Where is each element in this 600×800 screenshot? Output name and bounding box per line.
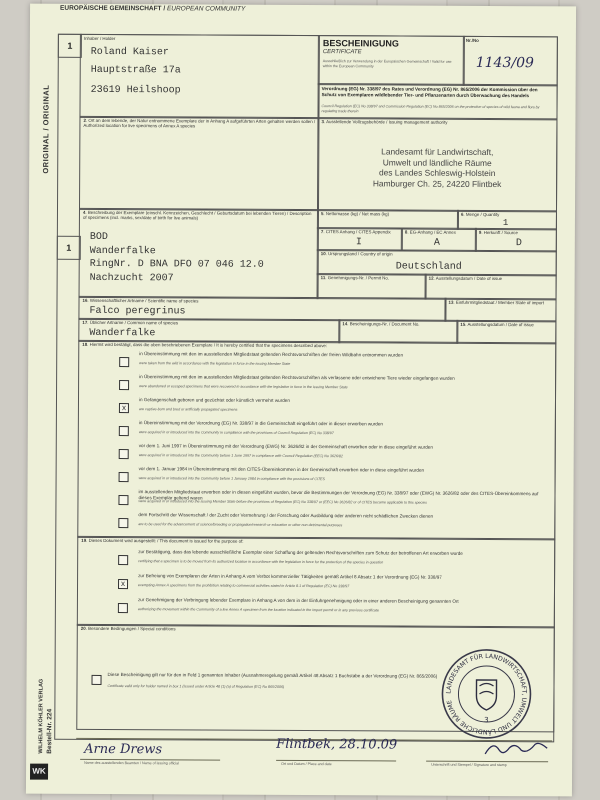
stamp-outer-ring: [442, 650, 530, 738]
regulation-en: Council Regulation (EC) No 338/97 and Commission Regulation (EC) No 865/2006 on the protection of species of wild fauna and flora by regulating trade therein: [321, 104, 540, 113]
special-conditions-en: Certificate valid only for holder named in box 1 (issued under Article 48 (1) (a) of Regulation (EC) No 865/2006): [107, 683, 285, 689]
source-value: D: [515, 238, 522, 250]
country-of-origin-value: Deutschland: [395, 261, 462, 273]
box-18-text: Hiermit wird bestätigt, dass die oben beschriebenen Exemplare / It is hereby certified that the specimens described above:: [89, 341, 328, 349]
box-13-num: 13: [448, 299, 454, 305]
option-text-de: in Übereinstimmung mit den im ausstellenden Mitgliedstaat geltenden Rechtsvorschriften als verlassene oder entwichene Tiere wieder eingefangen wurden: [139, 374, 455, 381]
box-18-label: 18. Hiermit wird bestätigt, dass die oben beschriebenen Exemplare / It is hereby certified that the specimens described above:: [82, 341, 328, 349]
certificate-number-box: [463, 36, 558, 86]
community-de: EUROPÄISCHE GEMEINSCHAFT: [60, 4, 162, 13]
option-text-en: are captive-born and bred or artificially propagated specimens: [138, 407, 238, 412]
holder-city: 23619 Heilshoop: [90, 84, 181, 97]
box-16-num: 16: [82, 297, 88, 303]
authority-line-4: Hamburger Ch. 25, 24220 Flintbek: [372, 177, 502, 189]
community-en: EUROPEAN COMMUNITY: [166, 5, 246, 13]
box-10-text: Ursprungsland / Country of origin: [328, 251, 393, 257]
option-text-en: are to be used for the advancement of science/breeding or propagation/research or education or other non-detrimental purposes: [138, 522, 343, 528]
option-text-de: vor dem 1. Juni 1997 in Übereinstimmung mit der Verordnung (EWG) Nr. 3626/82 in der Gemeinschaft erworben oder in diese eingeführt wurden: [138, 443, 433, 450]
box-8-num: 8: [404, 229, 408, 235]
certificate-title-box: [318, 35, 465, 86]
holder-street: Hauptstraße 17a: [90, 64, 181, 77]
publisher-name: WILHELM KÖHLER VERLAG: [38, 678, 45, 754]
box-8-ec-annex: [401, 228, 477, 252]
option-checkbox[interactable]: [119, 472, 129, 482]
option-text-en: authorizing the movement within the Community of a live Annex A specimen from the location indicated in the import permit or in any previous certificate: [137, 607, 380, 613]
official-stamp: [438, 646, 535, 743]
box-11-permit: [317, 273, 427, 300]
description-line-3: RingNr. D BNA DFO 07 046 12.0: [89, 258, 264, 271]
option-text-en: were acquired in or introduced into the Community before 1 January 1984 in compliance with the provisions of CITES: [138, 476, 325, 482]
quantity-value: 1: [502, 218, 509, 229]
box-2-num: 2: [83, 117, 86, 123]
official-signature-icon: [481, 738, 551, 760]
option-checkbox[interactable]: [119, 380, 129, 390]
box-9-num: 9: [478, 229, 482, 235]
box-1-holder: [79, 34, 319, 119]
certificate-title: BESCHEINIGUNG: [322, 38, 399, 49]
box-19-num: 19: [81, 537, 87, 543]
box-10-label: 10. Ursprungsland / Country of origin: [320, 251, 393, 257]
option-text-en: were acquired in or introduced into the Community in compliance with the provisions of Council Regulation (EC) No 338/97: [138, 430, 334, 436]
special-conditions-checkbox[interactable]: [92, 675, 102, 685]
community-heading: EUROPÄISCHE GEMEINSCHAFT / EUROPEAN COMMUNITY: [60, 4, 246, 13]
box-11-num: 11: [320, 275, 326, 281]
place-date-handwritten: Flintbek, 28.10.09: [276, 736, 398, 753]
authority-line-3: des Landes Schleswig-Holstein: [378, 167, 496, 179]
authority-line-2: Umwelt und ländliche Räume: [382, 156, 492, 168]
signature-stamp-label: Unterschrift und Stempel / Signature and stamp: [431, 762, 507, 768]
option-checkbox[interactable]: [119, 426, 129, 436]
box-19-purpose: [77, 536, 555, 632]
box-3-text: Ausstellende Vollzugsbehörde / Issuing management authority: [326, 119, 448, 125]
authority-address: [318, 146, 556, 189]
option-text-de: in Übereinstimmung mit den im ausstellenden Mitgliedstaat geltenden Rechtsvorschriften der freien Wildbahn entnommen wurden: [139, 351, 404, 358]
certificate-title-en: CERTIFICATE: [322, 49, 362, 56]
common-name-value: Wanderfalke: [89, 327, 156, 340]
box-17-label: 17. Üblicher Artname / Common name of species: [82, 319, 179, 326]
box-11-label: 11. Genehmigungs-Nr. / Permit No.: [320, 275, 390, 281]
option-text-en: exempting Annex A specimens from the prohibition relating to commercial activities stated in Article 8.1 of Regulation (EC) No 338/97: [138, 583, 350, 589]
box-12-label: 12. Ausstellungsdatum / Date of issue: [428, 275, 503, 282]
option-checkbox[interactable]: [118, 555, 128, 565]
copy-number-top: 1: [58, 34, 82, 58]
box-18-num: 18: [82, 341, 88, 347]
box-13-text: Einfuhrmitgliedstaat / Member State of import: [455, 299, 544, 306]
box-15-issue-date: [456, 320, 556, 345]
regulation-box: [317, 83, 557, 120]
box-3-label: 3. Ausstellende Vollzugsbehörde / Issuing management authority: [321, 119, 448, 125]
box-13-import-state: [444, 298, 556, 323]
option-text-de: zur Genehmigung der Verbringung lebender Exemplare in Anhang A von dem in der Einfuhrgenehmigung oder in einer anderen Bescheinigung genannten Ort: [137, 597, 459, 604]
box-15-num: 15: [460, 321, 466, 327]
place-date-label: Ort und Datum / Place and date: [281, 761, 332, 767]
box-15-label: 15. Ausstellungsdatum / Date of issue: [460, 321, 534, 328]
box-8-label: 8. EG-Anhang / EC Annex: [404, 229, 456, 235]
option-text-de: zur Bestätigung, dass das lebende ausschließliche Exemplar einer Schaffung der geltenden Rechtsvorschriften zum Schutz der betroffenen Art erworben wurde: [138, 549, 463, 556]
box-12-text: Ausstellungsdatum / Date of issue: [435, 275, 503, 282]
order-number: Bestell-Nr. 224: [46, 708, 54, 754]
option-checkbox[interactable]: [118, 518, 128, 528]
box-9-text: Herkunft / Source: [483, 229, 518, 236]
box-7-label: 7. CITES Anhang / CITES Appendix: [320, 229, 391, 235]
option-text-en: were acquired in or introduced into the issuing Member State before the provisions of Regulation (EC) No 338/97 or (EEC) No 3626/82 or of CITES became applicable to this species: [138, 499, 427, 505]
box-14-document-no: [338, 319, 458, 344]
certificate-number-label: Nr./No: [465, 37, 479, 43]
box-14-label: 14. Bescheinigungs-Nr. / Document No.: [342, 321, 420, 327]
box-18-certification: [77, 340, 556, 541]
holder-name: Roland Kaiser: [90, 46, 169, 59]
certificate-validity: Ausschließlich zur Verwendung in der Europäischen Gemeinschaft / Valid for use within the European Community: [322, 59, 452, 68]
box-4-label: 4. Beschreibung der Exemplare (einschl. Kennzeichen, Geschlecht / Geburtsdatum bei lebenden Tieren) / Description of specimens (incl. marks, sex/date of birth for live animals): [82, 209, 312, 221]
box-5-num: 5: [320, 211, 324, 217]
box-3-num: 3: [321, 119, 324, 125]
description-line-4: Nachzucht 2007: [89, 272, 174, 284]
description-line-1: BOD: [89, 231, 108, 243]
scientific-name-value: Falco peregrinus: [89, 305, 186, 318]
stamp-number: 3: [484, 715, 489, 724]
box-5-label: 5. Nettomasse (kg) / Net mass (kg): [320, 211, 390, 217]
box-14-num: 14: [342, 321, 348, 327]
box-6-num: 6: [460, 211, 464, 217]
option-text-en: were abandoned or escaped specimens that were recovered in accordance with the legislation in force in the issuing Member State: [139, 384, 348, 390]
special-conditions-de: Diese Bescheinigung gilt nur für den in Feld 1 genannten Inhaber (Ausnahmeregelung gemäß Artikel 48 Absatz 1 Buchstabe a der Verordnung (EG) Nr. 865/2006): [107, 671, 438, 679]
box-8-text: EG-Anhang / EC Annex: [409, 229, 456, 235]
option-text-en: were acquired in or introduced into the Community before 1 June 1997 in compliance with Council Regulation (EEC) No 3626/82: [138, 453, 343, 459]
box-7-text: CITES Anhang / CITES Appendix: [325, 229, 391, 235]
option-checkbox[interactable]: [118, 495, 128, 505]
option-text-de: zur Befreiung von Exemplaren der Arten in Anhang A vom Verbot kommerzieller Tätigkeiten gemäß Artikel 8 Absatz 1 der Verordnung (EG) Nr. 338/97: [138, 573, 442, 580]
option-checkbox[interactable]: [118, 603, 128, 613]
description-lines: [90, 231, 264, 286]
box-16-label: 16. Wissenschaftlicher Artname / Scientific name of species: [82, 297, 199, 304]
box-19-text: Dieses Dokument wird ausgestellt: / This document is issued for the purpose of:: [88, 537, 244, 544]
box-2-text: Ort an dem lebende, der Natur entnommene Exemplare der in Anhang A aufgeführten Arten gehalten werden sollen / Authorized location for live specimens of Annex A species: [83, 117, 316, 129]
box-9-source: [475, 228, 557, 252]
box-14-text: Bescheinigungs-Nr. / Document No.: [349, 321, 420, 327]
option-text-de: dem Fortschritt der Wissenschaft / der Zucht oder Vermehrung / der Forschung oder Ausbildung oder anderen nicht schädlichen Zwecken dienen: [138, 512, 434, 519]
holder-label: Inhaber / Holder: [83, 35, 116, 42]
box-13-label: 13. Einfuhrmitgliedstaat / Member State of import: [448, 299, 544, 306]
option-text-de: in Übereinstimmung mit der Verordnung (EG) Nr. 338/97 in die Gemeinschaft eingeführt oder in dieser erworben wurden: [138, 420, 383, 427]
box-12-num: 12: [428, 275, 434, 281]
copy-number-mid: 1: [57, 236, 81, 260]
box-9-label: 9. Herkunft / Source: [478, 229, 518, 236]
option-checkbox[interactable]: [119, 449, 129, 459]
publisher-logo-icon: WK: [30, 764, 48, 780]
option-text-de: im ausstellenden Mitgliedstaat erworben oder in diesen eingeführt wurden, bevor die Bestimmungen der Verordnung (EG) Nr. 338/97 oder (EWG) Nr. 3626/82 oder des CITES-Übereinkommens auf dieses Exemplar geltend waren: [138, 489, 539, 501]
stamp-ring-text: LANDESAMT FÜR LANDWIRTSCHAFT, UMWELT UND LÄNDLICHE RÄUME: [445, 652, 528, 736]
certificate-number-value: 1143/09: [475, 54, 534, 72]
certificate-document: [26, 4, 576, 797]
box-6-text: Menge / Quantity: [465, 211, 500, 218]
ec-annex-value: A: [433, 237, 440, 249]
box-2-label: 2. Ort an dem lebende, der Natur entnommene Exemplare der in Anhang A aufgeführten Arten gehalten werden sollen / Authorized location for live specimens of Annex A species: [83, 117, 316, 129]
regulation-de: Verordnung (EG) Nr. 338/97 des Rates und Verordnung (EG) Nr. 865/2006 der Kommission über den Schutz von Exemplaren wildlebender Tier- und Pflanzenarten durch Überwachung des Handels: [321, 86, 538, 98]
box-6-label: 6. Menge / Quantity: [460, 211, 500, 218]
stamp-inner-ring: [458, 666, 514, 722]
option-checkbox[interactable]: x: [119, 403, 129, 413]
description-line-2: Wanderfalke: [89, 245, 156, 257]
box-20-label: 20. Besondere Bedingungen / Special conditions: [80, 625, 176, 632]
cites-appendix-value: I: [355, 237, 362, 249]
box-17-num: 17: [82, 319, 88, 325]
box-5-text: Nettomasse (kg) / Net mass (kg): [325, 211, 390, 217]
option-text-en: were taken from the wild in accordance with the legislation in force in the issuing Member State: [139, 361, 291, 366]
original-vertical-label: ORIGINAL / ORIGINAL: [41, 84, 51, 174]
option-checkbox[interactable]: [119, 357, 129, 367]
option-text-en: certifying that a specimen is to be moved from its authorized location in accordance with the legislation in force for the protection of the species in question: [138, 559, 384, 565]
stamp-coat-of-arms-icon: [476, 680, 496, 710]
box-20-text: Besondere Bedingungen / Special conditions: [88, 625, 176, 632]
box-10-origin: [317, 249, 557, 276]
box-7-cites-appendix: [317, 227, 403, 251]
box-2-location: [79, 116, 319, 211]
option-text-de: in Gefangenschaft geboren und gezüchtet oder künstlich vermehrt wurden: [138, 397, 290, 403]
box-10-num: 10: [320, 251, 326, 257]
authority-line-1: Landesamt für Landwirtschaft,: [381, 146, 494, 158]
box-7-num: 7: [320, 229, 324, 235]
box-19-label: 19. Dieses Dokument wird ausgestellt: / This document is issued for the purpose of:: [81, 537, 244, 544]
box-17-text: Üblicher Artname / Common name of species: [89, 319, 179, 326]
box-4-description: [79, 208, 319, 299]
official-name-label: Name des ausstellenden Beamten / Name of issuing official: [84, 760, 179, 766]
box-3-authority: [317, 117, 557, 212]
box-20-num: 20: [80, 625, 86, 631]
option-text-de: vor dem 1. Januar 1984 in Übereinstimmung mit den CITES-Übereinkommen in der Gemeinschaft erworben oder in diese eingeführt wurden: [138, 466, 425, 473]
box-15-text: Ausstellungsdatum / Date of issue: [467, 321, 534, 328]
box-11-text: Genehmigungs-Nr. / Permit No.: [327, 275, 390, 281]
box-12-issue-date: [425, 274, 557, 301]
option-checkbox[interactable]: x: [118, 579, 128, 589]
box-4-num: 4: [82, 209, 86, 215]
box-4-text: Beschreibung der Exemplare (einschl. Kennzeichen, Geschlecht / Geburtsdatum bei lebenden Tieren) / Description of specimens (incl. marks, sex/date of birth for live animals): [82, 209, 312, 221]
box-16-text: Wissenschaftlicher Artname / Scientific name of species: [89, 297, 199, 304]
official-name-handwritten: Arne Drews: [84, 741, 163, 758]
